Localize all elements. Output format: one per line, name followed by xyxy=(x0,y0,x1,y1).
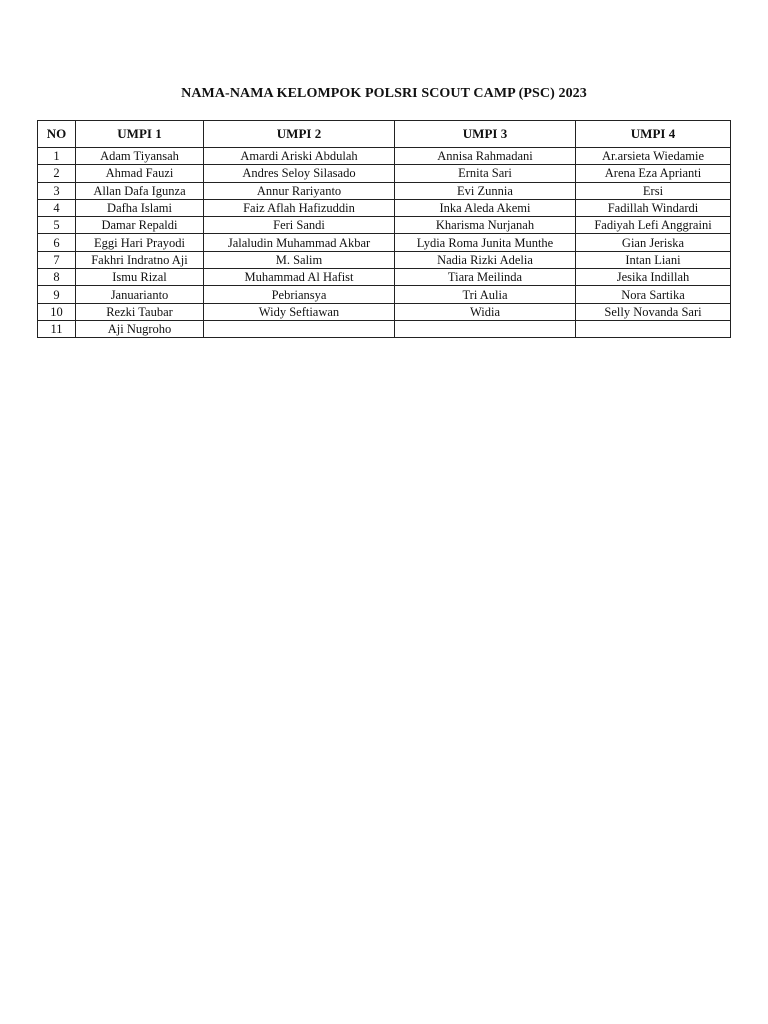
table-row xyxy=(38,182,731,199)
cell-umpi-4: Fadillah Windardi xyxy=(576,199,731,216)
cell-umpi-2: Faiz Aflah Hafizuddin xyxy=(204,199,395,216)
cell-no: 2 xyxy=(38,165,76,182)
cell-no: 9 xyxy=(38,286,76,303)
header-row xyxy=(38,121,731,148)
table-row xyxy=(38,148,731,165)
cell-umpi-2: Jalaludin Muhammad Akbar xyxy=(204,234,395,251)
cell-no: 7 xyxy=(38,251,76,268)
cell-no: 6 xyxy=(38,234,76,251)
header-umpi-3: UMPI 3 xyxy=(395,121,576,148)
cell-no: 5 xyxy=(38,217,76,234)
header-no: NO xyxy=(38,121,76,148)
cell-umpi-4: Ar.arsieta Wiedamie xyxy=(576,148,731,165)
cell-umpi-3: Annisa Rahmadani xyxy=(395,148,576,165)
cell-no: 3 xyxy=(38,182,76,199)
cell-umpi-1: Ahmad Fauzi xyxy=(76,165,204,182)
table-row xyxy=(38,286,731,303)
cell-umpi-3: Kharisma Nurjanah xyxy=(395,217,576,234)
cell-umpi-3: Ernita Sari xyxy=(395,165,576,182)
cell-no: 1 xyxy=(38,148,76,165)
group-table xyxy=(37,120,731,338)
header-umpi-2: UMPI 2 xyxy=(204,121,395,148)
cell-no: 4 xyxy=(38,199,76,216)
table-row xyxy=(38,251,731,268)
cell-umpi-4: Fadiyah Lefi Anggraini xyxy=(576,217,731,234)
cell-umpi-1: Dafha Islami xyxy=(76,199,204,216)
cell-umpi-4: Arena Eza Aprianti xyxy=(576,165,731,182)
cell-umpi-3: Nadia Rizki Adelia xyxy=(395,251,576,268)
cell-no: 10 xyxy=(38,303,76,320)
cell-umpi-4: Intan Liani xyxy=(576,251,731,268)
cell-umpi-1: Adam Tiyansah xyxy=(76,148,204,165)
cell-umpi-4: Gian Jeriska xyxy=(576,234,731,251)
cell-umpi-1: Eggi Hari Prayodi xyxy=(76,234,204,251)
cell-umpi-2: Amardi Ariski Abdulah xyxy=(204,148,395,165)
page-title: NAMA-NAMA KELOMPOK POLSRI SCOUT CAMP (PSC) 2023 xyxy=(181,86,587,101)
cell-umpi-1: Damar Repaldi xyxy=(76,217,204,234)
cell-umpi-4: Jesika Indillah xyxy=(576,269,731,286)
table-row xyxy=(38,199,731,216)
table-row xyxy=(38,165,731,182)
cell-umpi-3 xyxy=(395,320,576,337)
cell-umpi-2: Annur Rariyanto xyxy=(204,182,395,199)
header-umpi-4: UMPI 4 xyxy=(576,121,731,148)
cell-umpi-3: Tiara Meilinda xyxy=(395,269,576,286)
table-row xyxy=(38,217,731,234)
cell-umpi-2: Widy Seftiawan xyxy=(204,303,395,320)
cell-no: 11 xyxy=(38,320,76,337)
cell-umpi-3: Evi Zunnia xyxy=(395,182,576,199)
cell-umpi-2: M. Salim xyxy=(204,251,395,268)
cell-umpi-1: Aji Nugroho xyxy=(76,320,204,337)
cell-umpi-1: Allan Dafa Igunza xyxy=(76,182,204,199)
table-body xyxy=(38,148,731,338)
cell-umpi-3: Widia xyxy=(395,303,576,320)
header-umpi-1: UMPI 1 xyxy=(76,121,204,148)
cell-umpi-4: Selly Novanda Sari xyxy=(576,303,731,320)
table-row xyxy=(38,320,731,337)
cell-umpi-4: Ersi xyxy=(576,182,731,199)
cell-umpi-3: Inka Aleda Akemi xyxy=(395,199,576,216)
cell-umpi-2: Feri Sandi xyxy=(204,217,395,234)
cell-umpi-2: Andres Seloy Silasado xyxy=(204,165,395,182)
cell-umpi-1: Ismu Rizal xyxy=(76,269,204,286)
cell-umpi-2: Muhammad Al Hafist xyxy=(204,269,395,286)
cell-umpi-3: Tri Aulia xyxy=(395,286,576,303)
cell-umpi-1: Rezki Taubar xyxy=(76,303,204,320)
cell-umpi-1: Januarianto xyxy=(76,286,204,303)
cell-umpi-4 xyxy=(576,320,731,337)
cell-umpi-2 xyxy=(204,320,395,337)
table-row xyxy=(38,269,731,286)
table-row xyxy=(38,303,731,320)
cell-umpi-4: Nora Sartika xyxy=(576,286,731,303)
cell-umpi-1: Fakhri Indratno Aji xyxy=(76,251,204,268)
cell-umpi-2: Pebriansya xyxy=(204,286,395,303)
cell-umpi-3: Lydia Roma Junita Munthe xyxy=(395,234,576,251)
cell-no: 8 xyxy=(38,269,76,286)
table-row xyxy=(38,234,731,251)
